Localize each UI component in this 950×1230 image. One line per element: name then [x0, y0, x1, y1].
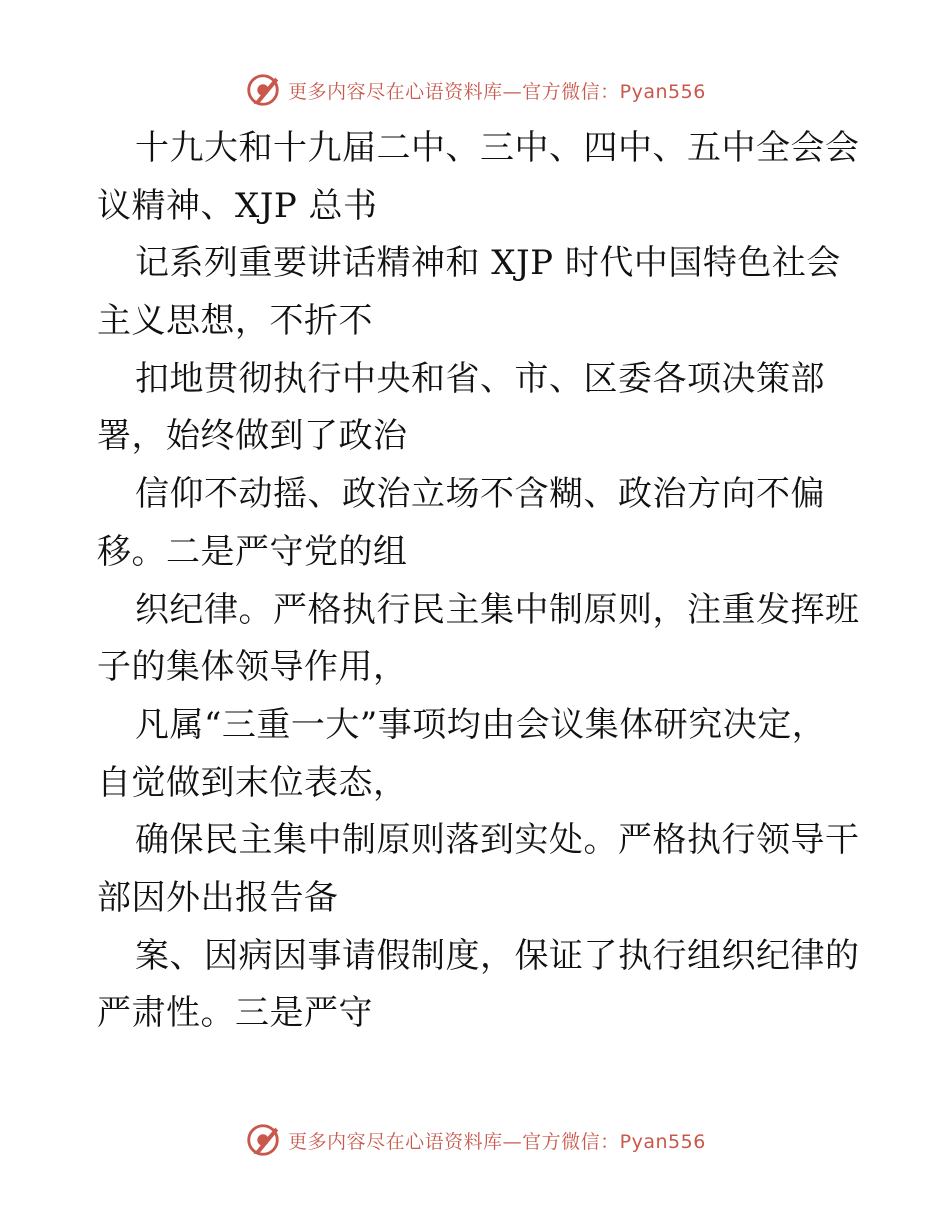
watermark-text: 更多内容尽在心语资料库—官方微信：Pyan556: [288, 80, 706, 103]
body-line: 确保民主集中制原则落到实处。严格执行领导干: [135, 820, 860, 861]
body-line: 信仰不动摇、政治立场不含糊、政治方向不偏: [135, 474, 825, 515]
body-line: 署，始终做到了政治: [97, 416, 408, 457]
body-line: 凡属“三重一大”事项均由会议集体研究决定，: [135, 704, 827, 745]
wechat-id: Pyan556: [619, 1130, 706, 1153]
body-line: 十九大和十九届二中、三中、四中、五中全会会: [135, 128, 860, 168]
body-line: 自觉做到末位表态，: [97, 762, 408, 803]
pen-logo-icon: [244, 71, 282, 109]
body-line: 移。二是严守党的组: [97, 531, 408, 572]
body-line: 扣地贯彻执行中央和省、市、区委各项决策部: [135, 358, 825, 399]
body-line: 子的集体领导作用，: [97, 647, 408, 688]
footer-watermark: [0, 1118, 950, 1162]
wechat-id: Pyan556: [619, 80, 706, 103]
watermark-banner: [244, 71, 706, 109]
body-line: 部因外出报告备: [97, 877, 339, 918]
body-line: 织纪律。严格执行民主集中制原则，注重发挥班: [135, 589, 860, 630]
pen-logo-icon: [244, 1121, 282, 1159]
body-line: 议精神、XJP 总书: [97, 185, 378, 226]
header-watermark: [0, 68, 950, 112]
watermark-text: 更多内容尽在心语资料库—官方微信：Pyan556: [288, 1130, 706, 1153]
body-line: 主义思想，不折不: [97, 301, 373, 342]
body-line: 记系列重要讲话精神和 XJP 时代中国特色社会: [135, 243, 841, 284]
watermark-banner: [244, 1121, 706, 1159]
document-body: [97, 120, 867, 1043]
body-line: 案、因病因事请假制度，保证了执行组织纪律的: [135, 935, 860, 976]
body-line: 严肃性。三是严守: [97, 993, 373, 1034]
